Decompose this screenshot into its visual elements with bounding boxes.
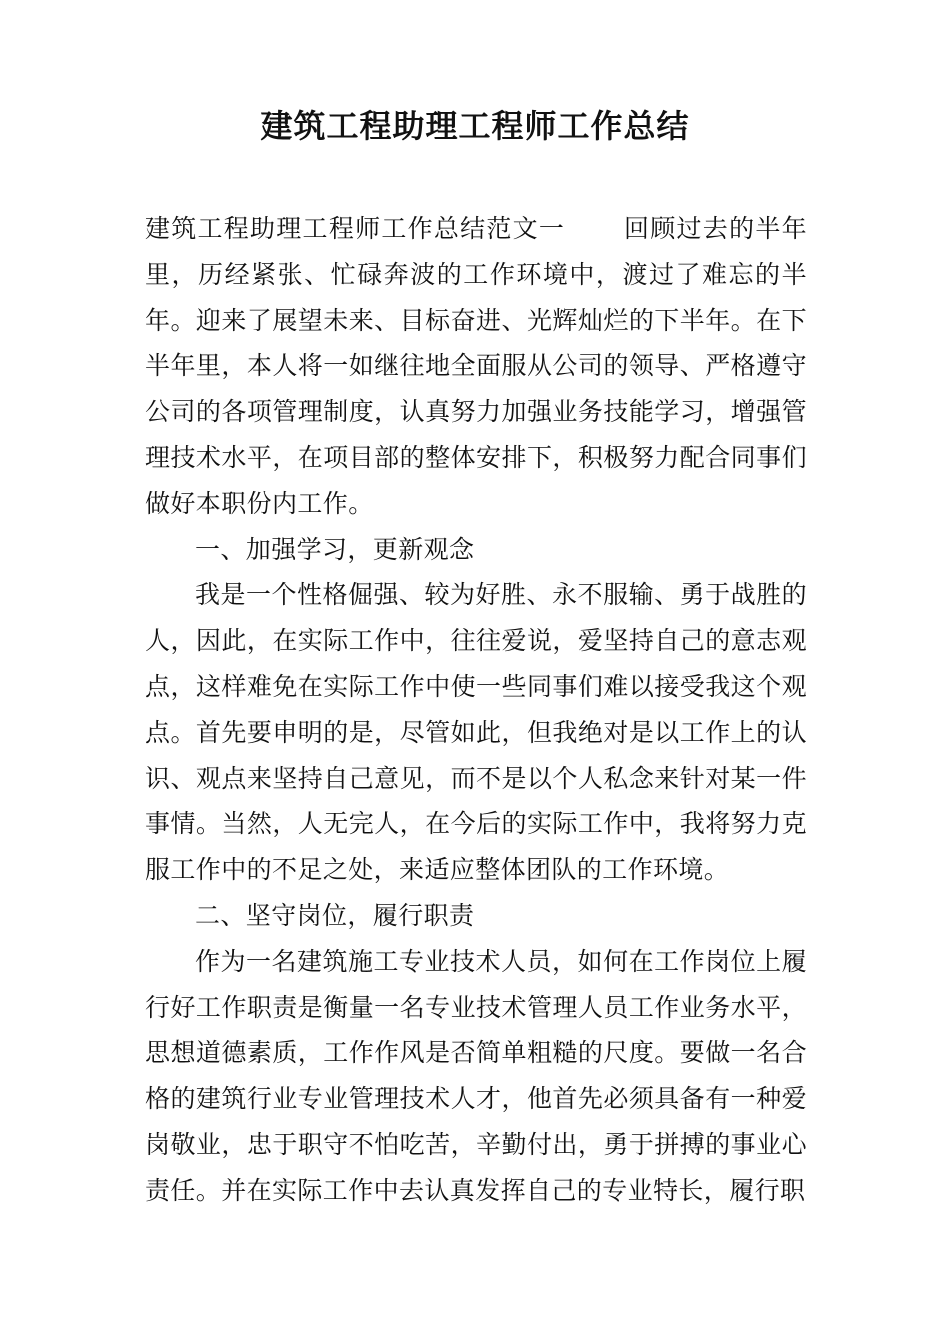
section-heading-2: 二、坚守岗位，履行职责 xyxy=(195,900,475,930)
section-heading-1: 一、加强学习，更新观念 xyxy=(195,534,475,564)
intro-text: 回顾过去的半年里，历经紧张、忙碌奔波的工作环境中，渡过了难忘的半年。迎来了展望未来、目标奋进、光辉灿烂的下半年。在下半年里，本人将一如继往地全面服从公司的领导、严格遵守公司的各项管理制度，认真努力加强业务技能学习，增强管理技术水平，在项目部的整体安排下，积极努力配合同事们做好本职份内工作。 xyxy=(145,214,807,518)
document-body xyxy=(145,206,807,1214)
section-paragraph-2: 作为一名建筑施工专业技术人员，如何在工作岗位上履行好工作职责是衡量一名专业技术管理人员工作业务水平，思想道德素质，工作作风是否简单粗糙的尺度。要做一名合格的建筑行业专业管理技术人才，他首先必须具备有一种爱岗敬业，忠于职守不怕吃苦，辛勤付出，勇于拼搏的事业心责任。并在实际工作中去认真发挥自己的专业特长，履行职 xyxy=(145,946,807,1205)
section-paragraph-1: 我是一个性格倔强、较为好胜、永不服输、勇于战胜的人，因此，在实际工作中，往往爱说，爱坚持自己的意志观点，这样难免在实际工作中使一些同事们难以接受我这个观点。首先要申明的是，尽管如此，但我绝对是以工作上的认识、观点来坚持自己意见，而不是以个人私念来针对某一件事情。当然，人无完人，在今后的实际工作中，我将努力克服工作中的不足之处，来适应整体团队的工作环境。 xyxy=(145,580,807,885)
intro-label: 建筑工程助理工程师工作总结范文一 xyxy=(145,214,566,243)
document-title: 建筑工程助理工程师工作总结 xyxy=(260,107,690,145)
intro-paragraph xyxy=(145,206,807,527)
